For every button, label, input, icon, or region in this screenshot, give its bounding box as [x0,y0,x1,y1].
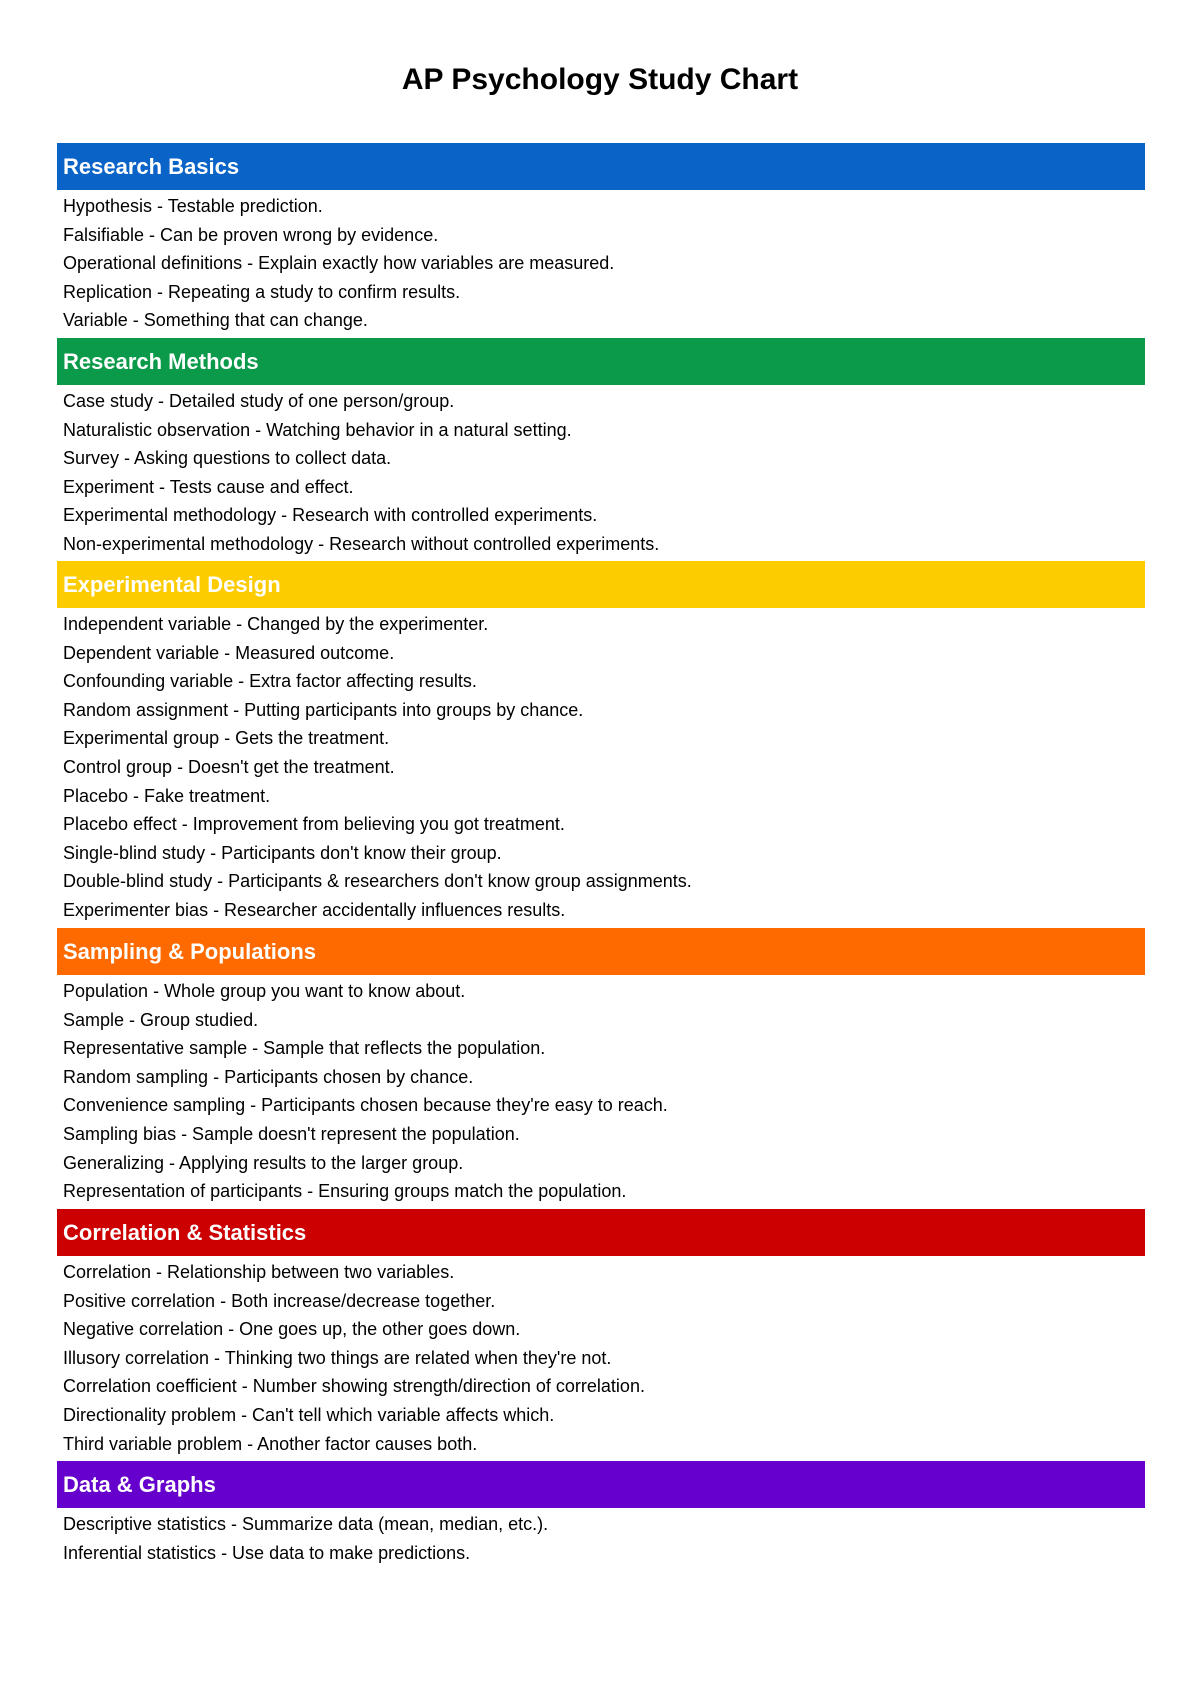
entry-list [57,608,1145,925]
list-item: Single-blind study - Participants don't know their group. [63,842,502,863]
section-correlation-statistics [57,1209,1145,1458]
list-item: Third variable problem - Another factor causes both. [63,1433,478,1454]
list-item: Dependent variable - Measured outcome. [63,642,395,663]
list-item: Double-blind study - Participants & researchers don't know group assignments. [63,871,692,892]
list-item: Replication - Repeating a study to confirm results. [63,281,461,302]
list-item: Operational definitions - Explain exactly how variables are measured. [63,253,615,274]
list-item: Correlation coefficient - Number showing strength/direction of correlation. [63,1376,645,1397]
section-experimental-design [57,561,1145,925]
list-item: Non-experimental methodology - Research without controlled experiments. [63,533,660,554]
list-item: Representative sample - Sample that reflects the population. [63,1038,546,1059]
list-item: Experimental methodology - Research with controlled experiments. [63,505,598,526]
list-item: Inferential statistics - Use data to make predictions. [63,1542,471,1563]
entry-list [57,1256,1145,1458]
list-item: Sampling bias - Sample doesn't represent the population. [63,1123,520,1144]
list-item: Experiment - Tests cause and effect. [63,476,354,497]
list-item: Confounding variable - Extra factor affecting results. [63,671,477,692]
list-item: Variable - Something that can change. [63,310,368,331]
list-item: Falsifiable - Can be proven wrong by evidence. [63,224,439,245]
entry-list [57,190,1145,335]
list-item: Representation of participants - Ensuring groups match the population. [63,1181,627,1202]
section-header: Data & Graphs [57,1461,1145,1508]
section-header: Correlation & Statistics [57,1209,1145,1256]
section-research-methods [57,338,1145,559]
list-item: Placebo effect - Improvement from believing you got treatment. [63,814,565,835]
list-item: Descriptive statistics - Summarize data (mean, median, etc.). [63,1514,549,1534]
list-item: Placebo - Fake treatment. [63,785,271,806]
list-item: Experimental group - Gets the treatment. [63,728,390,749]
list-item: Directionality problem - Can't tell which variable affects which. [63,1404,555,1425]
list-item: Generalizing - Applying results to the larger group. [63,1152,464,1173]
list-item: Experimenter bias - Researcher accidentally influences results. [63,899,566,920]
list-item: Random assignment - Putting participants into groups by chance. [63,699,584,720]
section-header: Research Basics [57,143,1145,190]
list-item: Case study - Detailed study of one person/group. [63,391,455,411]
list-item: Illusory correlation - Thinking two things are related when they're not. [63,1347,612,1368]
list-item: Random sampling - Participants chosen by chance. [63,1066,474,1087]
list-item: Independent variable - Changed by the experimenter. [63,614,489,634]
list-item: Correlation - Relationship between two variables. [63,1262,455,1282]
list-item: Control group - Doesn't get the treatment. [63,756,395,777]
page-title: AP Psychology Study Chart [401,63,799,96]
section-sampling-populations [57,928,1145,1206]
list-item: Positive correlation - Both increase/decrease together. [63,1290,496,1311]
section-header: Research Methods [57,338,1145,385]
section-header: Experimental Design [57,561,1145,608]
list-item: Negative correlation - One goes up, the other goes down. [63,1319,521,1340]
list-item: Naturalistic observation - Watching behavior in a natural setting. [63,419,572,440]
entry-list [57,385,1145,559]
list-item: Convenience sampling - Participants chosen because they're easy to reach. [63,1095,668,1116]
entry-list [57,975,1145,1206]
section-data-graphs [57,1461,1145,1567]
section-header: Sampling & Populations [57,928,1145,975]
section-research-basics [57,143,1145,335]
list-item: Survey - Asking questions to collect data. [63,448,392,469]
entry-list [57,1508,1145,1567]
list-item: Population - Whole group you want to know about. [63,981,466,1001]
list-item: Sample - Group studied. [63,1009,259,1030]
list-item: Hypothesis - Testable prediction. [63,196,323,216]
